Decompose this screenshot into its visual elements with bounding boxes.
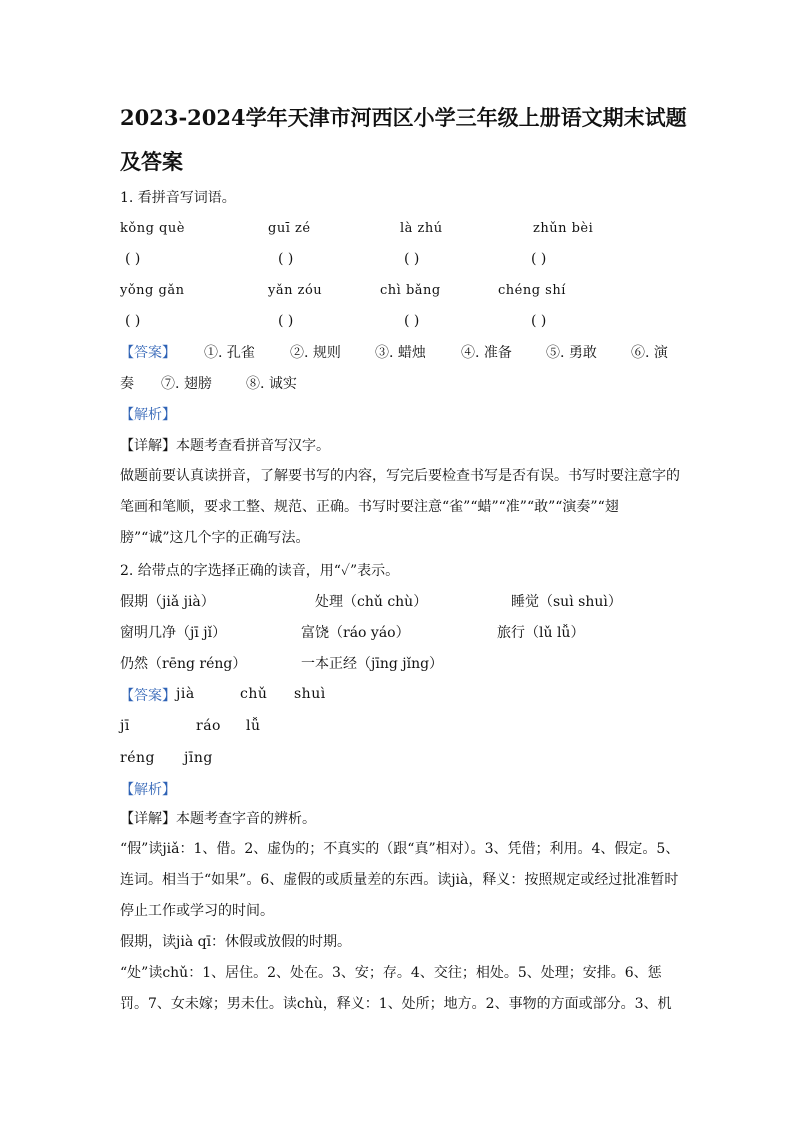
answer-item: ③. 蜡烛 [375,345,426,361]
answer-item: ②. 规则 [290,345,341,361]
explanation-paragraph: 做题前要认真读拼音，了解要书写的内容，写完后要检查书写是否有误。书写时要注意字的笔画和笔顺，要求工整、规范、正确。书写时要注意“雀”“蜡”“准”“敢”“演奏”“翅膀”“诚”这几个字的正确写法。 [120,468,680,546]
detail-line [120,436,680,456]
detail-line [120,809,680,829]
title-line-2: 及答案 [120,149,183,174]
detail-text: 本题考查字音的辨析。 [176,811,316,827]
answer-reading: réng [120,750,155,766]
pinyin-6: yǎn zóu [268,283,323,298]
question-1: 1. 看拼音写词语。 [120,190,236,206]
answer-item: ⑧. 诚实 [246,376,297,392]
explanation-paragraph: “假”读jiǎ：1、借。2、虚伪的；不真实的（跟“真”相对）。3、凭借；利用。4、假定。5、连词。相当于“如果”。6、虚假的或质量差的东西。读jià，释义：按照规定或经过批准暂时停止工作或学习的时间。 [120,841,680,919]
reading-item: 仍然（rēng réng） [120,656,247,672]
detail-text: 本题考查看拼音写汉字。 [176,438,330,454]
analysis-tag: 【解析】 [120,782,176,798]
answer-reading: shuì [294,686,326,702]
answer-bracket: ( ) [531,313,547,329]
detail-tag: 【详解】 [120,811,176,827]
answer-item: ⑥. 演 [631,345,668,361]
reading-item: 一本正经（jīng jǐng） [301,656,444,672]
answer-reading: jià [176,686,195,702]
explanation-paragraph: 假期，读jià qī：休假或放假的时期。 [120,934,352,950]
reading-item: 假期（jiǎ jià） [120,594,215,610]
answer-reading: ráo [196,718,221,734]
pinyin-3: là zhú [400,221,443,236]
answer-bracket: ( ) [278,251,294,267]
answer-reading: jīng [184,750,213,766]
reading-item: 处理（chǔ chù） [315,594,428,610]
title-line-1: 2023-2024学年天津市河西区小学三年级上册语文期末试题 [120,105,687,130]
reading-item: 睡觉（suì shuì） [511,594,622,610]
pinyin-1: kǒng què [120,221,185,236]
pinyin-4: zhǔn bèi [533,221,594,236]
question-2: 2. 给带点的字选择正确的读音，用“✓”表示。 [120,563,400,579]
answer-item: ④. 准备 [461,345,512,361]
pinyin-2: guī zé [268,221,311,236]
pinyin-5: yǒng gǎn [120,283,185,298]
answer-tag: 【答案】 [120,688,176,704]
answer-bracket: ( ) [404,251,420,267]
explanation-paragraph: “处”读chǔ：1、居住。2、处在。3、安；存。4、交往；相处。5、处理；安排。6、惩罚。7、女未嫁；男未仕。读chù，释义：1、处所；地方。2、事物的方面或部分。3、机 [120,965,672,1012]
answer-bracket: ( ) [125,251,141,267]
answer-reading: chǔ [240,686,268,702]
pinyin-8: chéng shí [498,283,566,298]
analysis-tag: 【解析】 [120,407,176,423]
answer-bracket: ( ) [278,313,294,329]
answer-reading: jī [120,718,130,734]
answer-item: 奏 [120,376,134,392]
detail-tag: 【详解】 [120,438,176,454]
answer-bracket: ( ) [531,251,547,267]
reading-item: 富饶（ráo yáo） [301,625,410,641]
answer-bracket: ( ) [404,313,420,329]
answer-bracket: ( ) [125,313,141,329]
answer-tag: 【答案】 [120,345,176,361]
answer-item: ⑦. 翅膀 [161,376,212,392]
answer-item: ⑤. 勇敢 [546,345,597,361]
pinyin-7: chì bǎng [380,283,441,298]
answer-item: ①. 孔雀 [204,345,255,361]
reading-item: 旅行（lǔ lǚ） [497,625,585,641]
document-title [120,96,700,184]
reading-item: 窗明几净（jī jǐ） [120,625,227,641]
answer-reading: lǚ [246,718,261,734]
